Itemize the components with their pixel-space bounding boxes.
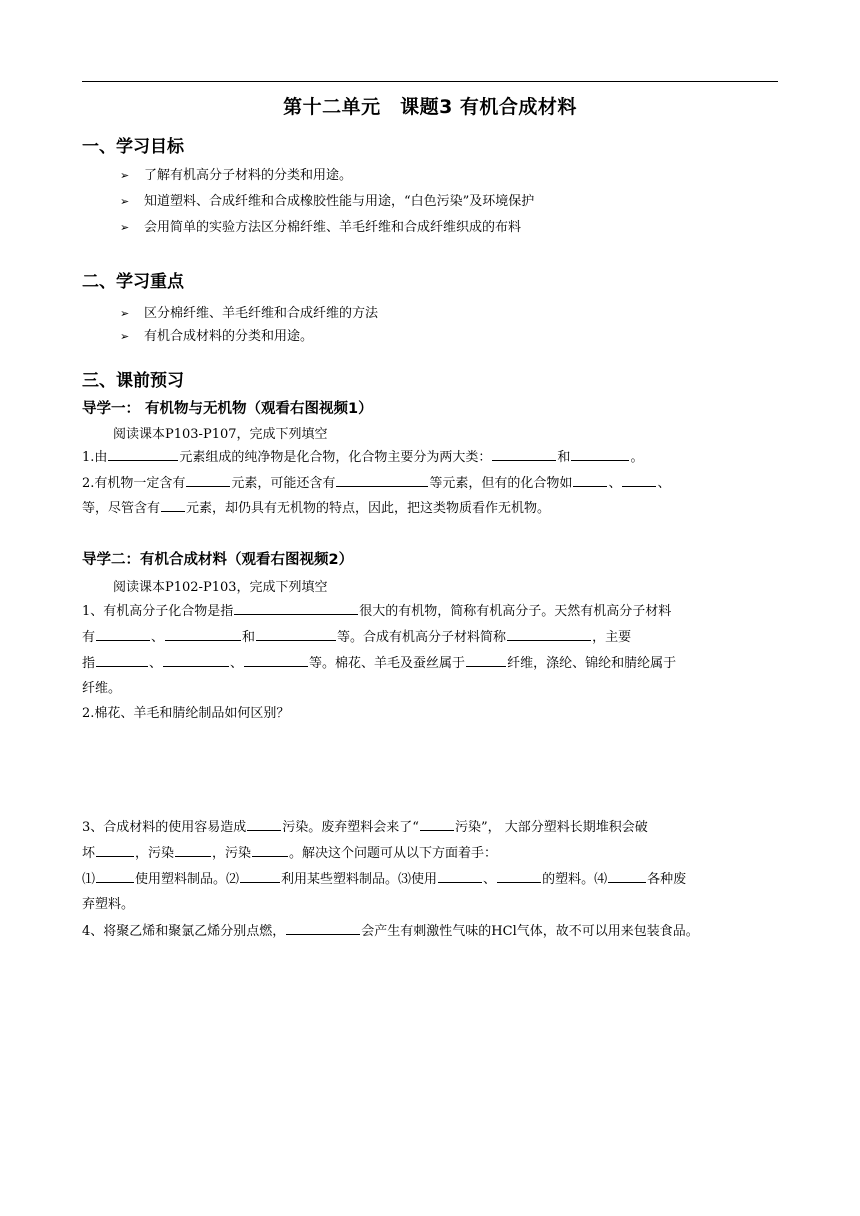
page-title: 第十二单元 课题3 有机合成材料	[283, 96, 577, 118]
question-line: ⑴ 使用塑料制品。⑵ 利用某些塑料制品。⑶使用 、 的塑料。⑷ 各种废	[82, 872, 687, 887]
question-line: 4、将聚乙烯和聚氯乙烯分别点燃， 会产生有刺激性气味的HCl气体，故不可以用来包装食品。	[82, 924, 699, 939]
blank-field[interactable]	[244, 654, 308, 667]
blank-field[interactable]	[96, 844, 134, 857]
blank-field[interactable]	[573, 474, 607, 487]
blank-field[interactable]	[234, 602, 358, 615]
blank-field[interactable]	[507, 628, 591, 641]
section-heading-key-points: 二、学习重点	[82, 272, 184, 292]
blank-field[interactable]	[175, 844, 211, 857]
question-line: 1.由 元素组成的纯净物是化合物，化合物主要分为两大类： 和 。	[82, 450, 644, 465]
blank-field[interactable]	[286, 922, 360, 935]
reading-instruction: 阅读课本P103-P107，完成下列填空	[113, 427, 328, 442]
question-line: 3、合成材料的使用容易造成 污染。废弃塑料会来了“ 污染”， 大部分塑料长期堆积会破	[82, 820, 648, 835]
question-line: 指 、 、 等。棉花、羊毛及蚕丝属于 纤维，涤纶、锦纶和腈纶属于	[82, 656, 677, 671]
blank-field[interactable]	[336, 474, 428, 487]
blank-field[interactable]	[247, 818, 281, 831]
blank-field[interactable]	[420, 818, 454, 831]
blank-field[interactable]	[96, 870, 134, 883]
question-line: 坏 ，污染 ，污染 。解决这个问题可从以下方面着手：	[82, 846, 498, 861]
arrow-bullet-icon: ➢	[120, 169, 130, 182]
blank-field[interactable]	[96, 628, 150, 641]
list-item: ➢ 了解有机高分子材料的分类和用途。	[120, 168, 353, 183]
list-item: ➢ 会用简单的实验方法区分棉纤维、羊毛纤维和合成纤维织成的布料	[120, 220, 522, 235]
question-line: 等，尽管含有 元素，却仍具有无机物的特点，因此，把这类物质看作无机物。	[82, 501, 551, 516]
blank-field[interactable]	[240, 870, 280, 883]
blank-field[interactable]	[163, 654, 229, 667]
blank-field[interactable]	[497, 870, 541, 883]
guide-one-heading: 导学一： 有机物与无机物（观看右图视频1）	[82, 401, 373, 417]
reading-instruction: 阅读课本P102-P103，完成下列填空	[113, 580, 328, 595]
arrow-bullet-icon: ➢	[120, 307, 130, 320]
blank-field[interactable]	[165, 628, 241, 641]
blank-field[interactable]	[96, 654, 148, 667]
question-line: 有 、 和 等。合成有机高分子材料简称 ，主要	[82, 630, 632, 645]
blank-field[interactable]	[161, 499, 185, 512]
question-line: 1、有机高分子化合物是指 很大的有机物，简称有机高分子。天然有机高分子材料	[82, 604, 672, 619]
blank-field[interactable]	[571, 448, 629, 461]
blank-field[interactable]	[252, 844, 288, 857]
question-line: 2.棉花、羊毛和腈纶制品如何区别？	[82, 706, 290, 721]
question-line: 纤维。	[82, 681, 122, 696]
blank-field[interactable]	[438, 870, 482, 883]
arrow-bullet-icon: ➢	[120, 221, 130, 234]
blank-field[interactable]	[608, 870, 646, 883]
section-heading-preview: 三、课前预习	[82, 371, 184, 391]
list-item: ➢ 区分棉纤维、羊毛纤维和合成纤维的方法	[120, 306, 379, 321]
header-rule	[82, 81, 778, 82]
blank-field[interactable]	[622, 474, 656, 487]
list-item: ➢ 知道塑料、合成纤维和合成橡胶性能与用途，“白色污染”及环境保护	[120, 194, 535, 209]
blank-field[interactable]	[186, 474, 230, 487]
blank-field[interactable]	[492, 448, 556, 461]
question-line: 2.有机物一定含有 元素，可能还含有 等元素，但有的化合物如 、 、	[82, 476, 671, 491]
blank-field[interactable]	[256, 628, 336, 641]
list-item: ➢ 有机合成材料的分类和用途。	[120, 329, 314, 344]
blank-field[interactable]	[466, 654, 506, 667]
section-heading-objectives: 一、学习目标	[82, 137, 184, 157]
question-line: 弃塑料。	[82, 897, 135, 912]
blank-field[interactable]	[108, 448, 178, 461]
guide-two-heading: 导学二：有机合成材料（观看右图视频2）	[82, 552, 354, 568]
arrow-bullet-icon: ➢	[120, 330, 130, 343]
arrow-bullet-icon: ➢	[120, 195, 130, 208]
